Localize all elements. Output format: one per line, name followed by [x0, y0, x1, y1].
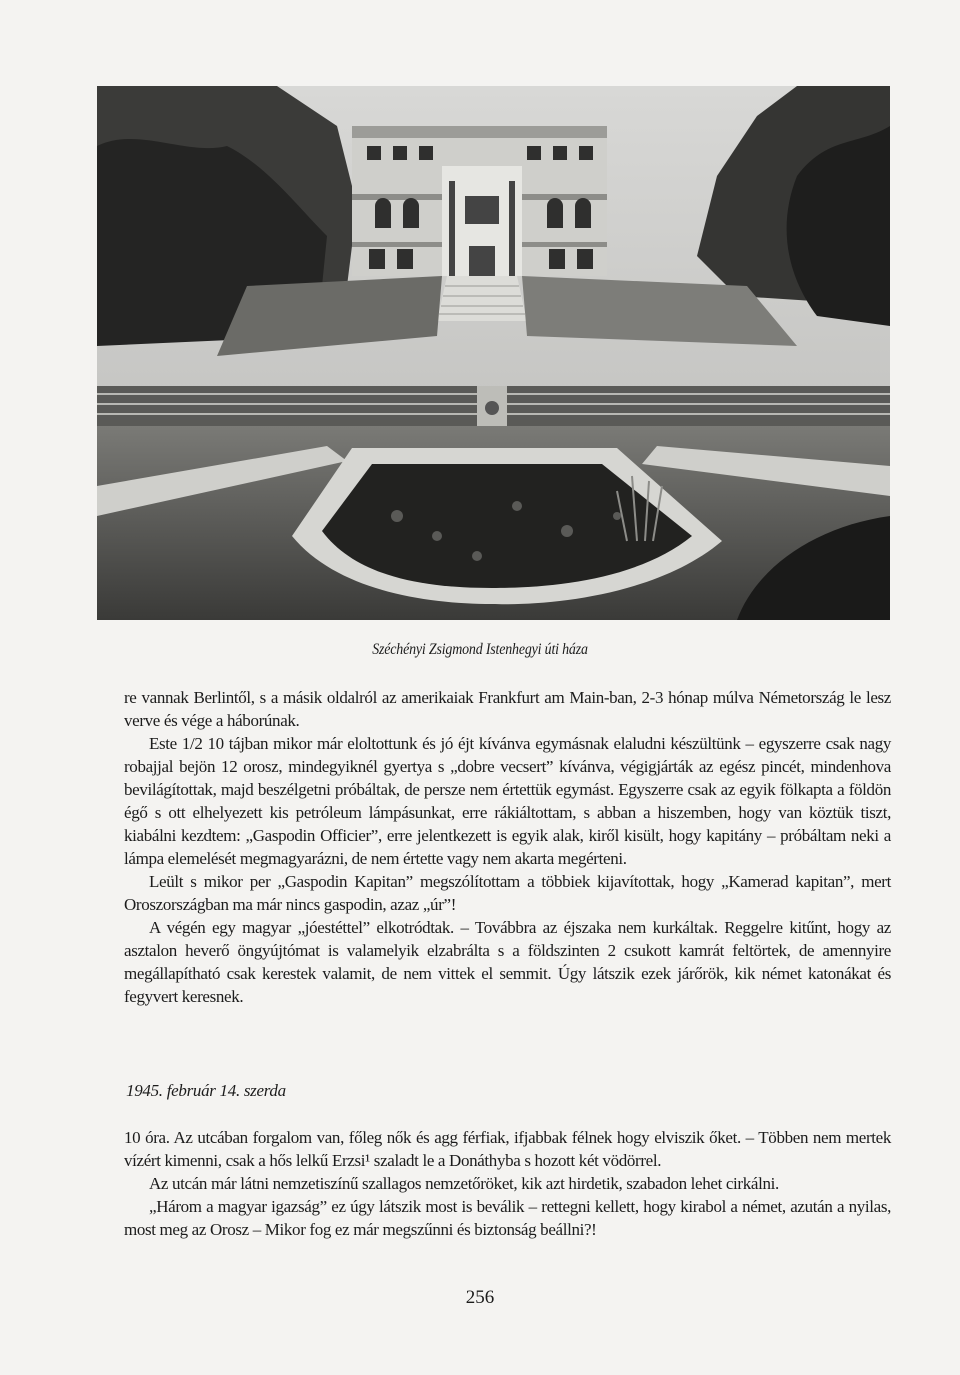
- body-text-block-2: [124, 1126, 891, 1241]
- photo-caption: Széchényi Zsigmond Istenhegyi úti háza: [372, 641, 588, 658]
- villa-photo: [97, 86, 890, 620]
- date-heading: 1945. február 14. szerda: [126, 1081, 286, 1100]
- paragraph: Este 1/2 10 tájban mikor már eloltottunk és jó éjt kívánva egymásnak elaludni készültünk – egyszerre csak nagy robajjal bejön 12 orosz, mindegyiknél gyertya s „dobre vecsert” kívánva, végigjárták az egész pincét, mindenhova bevilágítottak, majd beszélgetni próbáltak, de persze nem értettük egymást. Egyszerre csak az egyik fölkapta a földön égő s ott elhelyezett kis petróleum lámpásunkat, erre rákiáltottam, s abban a hiszemben, hogy van köztük tiszt, kiabálni kezdtem: „Gaspodin Officier”, erre jelentkezett is egyik alak, kiről kisült, hogy kapitány – próbáltam neki a lámpa elemelését megmagyarázni, de nem értette vagy nem akarta megérteni.: [124, 734, 891, 868]
- paragraph: Leült s mikor per „Gaspodin Kapitan” megszólítottam a többiek kijavítottak, hogy „Kamerad kapitan”, mert Oroszországban ma már nincs gaspodin, azaz „úr”!: [124, 872, 891, 914]
- body-text-block-1: [124, 686, 891, 1008]
- paragraph: 10 óra. Az utcában forgalom van, főleg nők és agg férfiak, ifjabbak félnek hogy elviszik őket. – Többen nem mertek vízért kimenni, csak a hős lelkű Erzsi¹ szaladt le a Donáthyba s hozott két vödörrel.: [124, 1128, 891, 1170]
- paragraph: re vannak Berlintől, s a másik oldalról az amerikaiak Frankfurt am Main-ban, 2-3 hónap múlva Németország le lesz verve és vége a háborúnak.: [124, 688, 891, 730]
- paragraph: „Három a magyar igazság” ez úgy látszik most is beválik – rettegni kellett, hogy kirabol a német, azután a nyilas, most meg az Orosz – Mikor fog ez már megszűnni és biztonság beállni?!: [124, 1197, 891, 1239]
- paragraph: Az utcán már látni nemzetiszínű szallagos nemzetőröket, kik azt hirdetik, szabadon lehet cirkálni.: [149, 1174, 779, 1193]
- page-number: 256: [465, 1287, 495, 1308]
- paragraph: A végén egy magyar „jóestéttel” elkotródtak. – Továbbra az éjszaka nem kurkáltak. Reggelre kitűnt, hogy az asztalon heverő öngyújtómat is valamelyik elzabrálta s a földszinten 2 csukott kamrát feltörtek, de amennyire megállapítható csak kerestek valamit, de nem vittek el semmit. Úgy látszik ezek járőrök, kik német katonákat és fegyvert keresnek.: [124, 918, 891, 1006]
